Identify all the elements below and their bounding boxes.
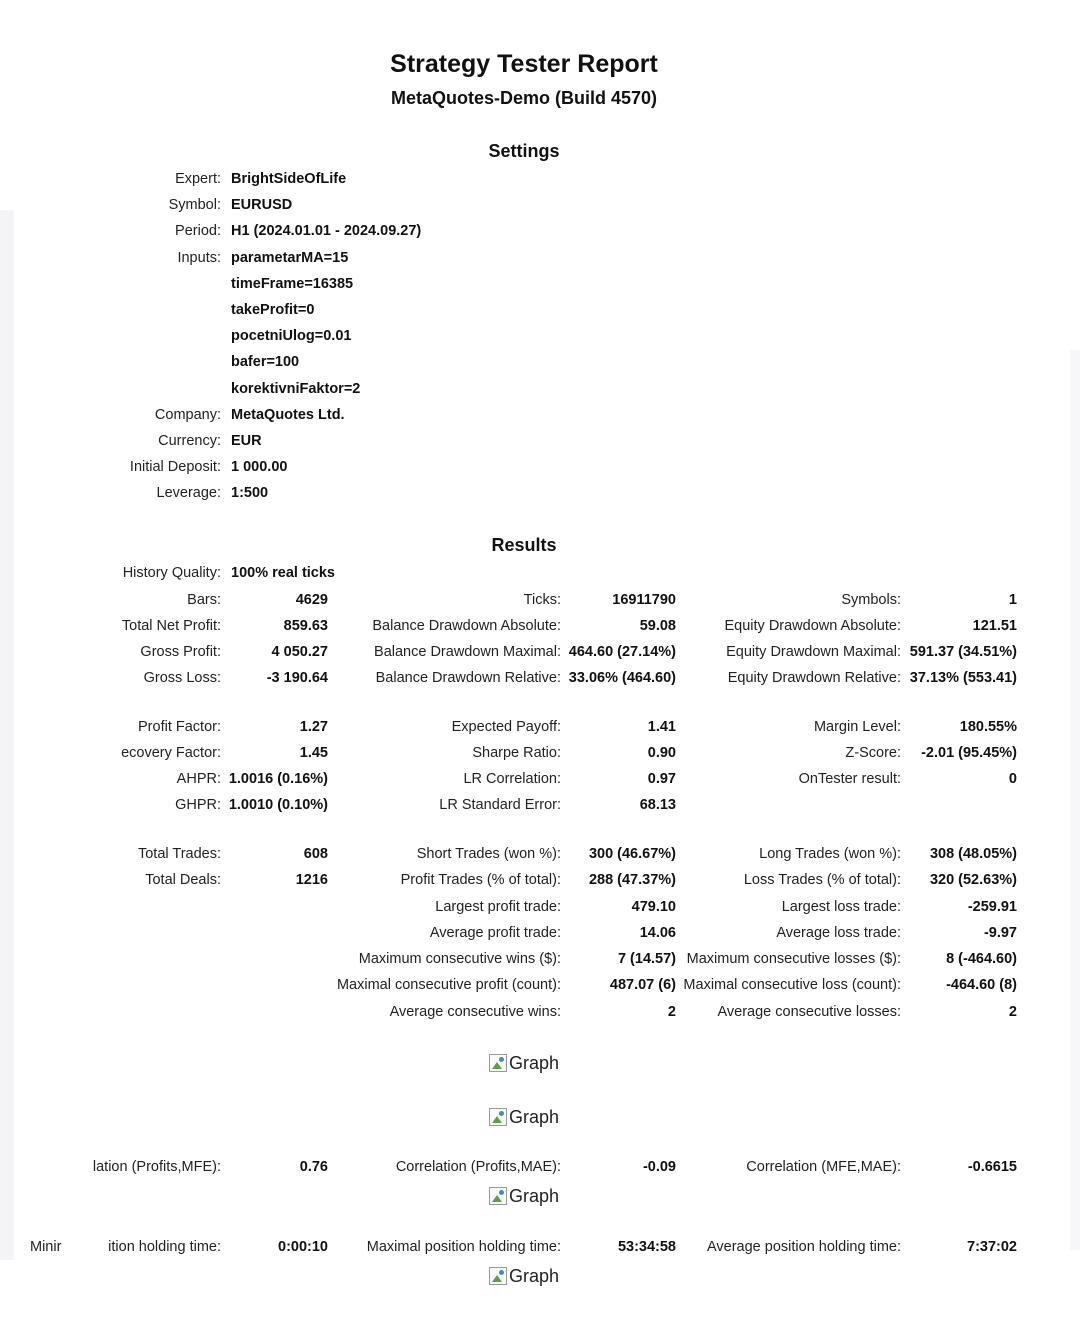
history-quality-label: History Quality:	[122, 565, 221, 581]
graph-alt-text: Graph	[509, 1266, 560, 1286]
settings-value: korektivniFaktor=2	[231, 381, 361, 397]
result-value: 479.10	[631, 899, 676, 915]
result-label: Maximal consecutive profit (count):	[336, 977, 561, 993]
settings-label: Expert:	[175, 171, 221, 187]
settings-label: Period:	[175, 223, 221, 239]
result-label: Maximum consecutive wins ($):	[358, 951, 561, 967]
graph-image-placeholder	[489, 1106, 559, 1128]
result-label: Gross Loss:	[143, 670, 221, 686]
result-value: 0.76	[299, 1159, 328, 1175]
result-value: 0	[1008, 771, 1017, 787]
report-title: Strategy Tester Report	[390, 50, 658, 78]
result-value: 53:34:58	[617, 1239, 676, 1255]
result-label: Z-Score:	[845, 745, 901, 761]
graph-image-placeholder	[489, 1185, 559, 1207]
result-value: 288 (47.37%)	[588, 872, 676, 888]
result-value: -0.09	[642, 1159, 676, 1175]
result-label: Profit Trades (% of total):	[400, 872, 561, 888]
result-label: Average consecutive losses:	[717, 1004, 901, 1020]
result-label: Bars:	[187, 592, 221, 608]
left-edge-shade	[0, 210, 14, 1260]
result-value: 7 (14.57)	[617, 951, 676, 967]
result-label: Average consecutive wins:	[389, 1004, 561, 1020]
results-heading: Results	[491, 535, 557, 555]
result-label: Loss Trades (% of total):	[743, 872, 901, 888]
result-value: -3 190.64	[266, 670, 328, 686]
result-value: 0.97	[647, 771, 676, 787]
result-value: -2.01 (95.45%)	[921, 745, 1017, 761]
result-label: Maximum consecutive losses ($):	[686, 951, 901, 967]
result-value: 1.45	[299, 745, 328, 761]
result-label: Largest loss trade:	[781, 899, 901, 915]
settings-label: Inputs:	[177, 250, 221, 266]
result-label: Average loss trade:	[776, 925, 901, 941]
broken-image-icon	[489, 1054, 507, 1072]
settings-label: Currency:	[158, 433, 221, 449]
result-value: 121.51	[972, 618, 1017, 634]
history-quality-value: 100% real ticks	[231, 565, 335, 581]
result-label: LR Correlation:	[463, 771, 561, 787]
result-label: Balance Drawdown Relative:	[375, 670, 561, 686]
settings-value: timeFrame=16385	[231, 276, 354, 292]
settings-label: Symbol:	[168, 197, 221, 213]
result-value: 859.63	[283, 618, 328, 634]
result-label: GHPR:	[175, 797, 221, 813]
result-value: 608	[303, 846, 328, 862]
result-label: Balance Drawdown Absolute:	[372, 618, 561, 634]
result-value: 4 050.27	[271, 644, 328, 660]
result-value: 59.08	[639, 618, 676, 634]
result-value: 487.07 (6)	[609, 977, 676, 993]
result-value: 1	[1008, 592, 1017, 608]
result-label: Equity Drawdown Relative:	[727, 670, 901, 686]
result-value: 300 (46.67%)	[588, 846, 676, 862]
graph-image-placeholder	[489, 1052, 559, 1074]
result-label: ition holding time:	[108, 1239, 221, 1255]
settings-value: takeProfit=0	[231, 302, 315, 318]
result-value: 308 (48.05%)	[929, 846, 1017, 862]
result-value: 180.55%	[959, 719, 1017, 735]
settings-value: 1:500	[231, 485, 269, 501]
result-value: 33.06% (464.60)	[568, 670, 676, 686]
broken-image-icon	[489, 1267, 507, 1285]
result-value: 1.0010 (0.10%)	[228, 797, 328, 813]
result-label: ecovery Factor:	[121, 745, 221, 761]
result-label: lation (Profits,MFE):	[92, 1159, 221, 1175]
result-label: Largest profit trade:	[435, 899, 561, 915]
result-value: 68.13	[639, 797, 676, 813]
settings-value: BrightSideOfLife	[231, 171, 347, 187]
result-value: 1.41	[647, 719, 676, 735]
result-label: Correlation (MFE,MAE):	[746, 1159, 901, 1175]
result-value: 2	[667, 1004, 676, 1020]
settings-label: Initial Deposit:	[129, 459, 221, 475]
result-label: Margin Level:	[813, 719, 901, 735]
settings-label: Leverage:	[156, 485, 221, 501]
broken-image-icon	[489, 1187, 507, 1205]
settings-value: parametarMA=15	[231, 250, 349, 266]
result-label: Balance Drawdown Maximal:	[374, 644, 561, 660]
settings-label: Company:	[154, 407, 221, 423]
result-value: 14.06	[639, 925, 676, 941]
right-edge-shade	[1070, 350, 1080, 1250]
result-label: Average position holding time:	[707, 1239, 901, 1255]
result-label: Total Net Profit:	[121, 618, 221, 634]
result-value: 0:00:10	[278, 1239, 328, 1255]
result-label: LR Standard Error:	[439, 797, 561, 813]
result-label: Correlation (Profits,MAE):	[395, 1159, 561, 1175]
settings-heading: Settings	[488, 141, 560, 161]
settings-value: bafer=100	[231, 354, 300, 370]
result-value: 16911790	[612, 592, 676, 608]
result-value: 1.27	[299, 719, 328, 735]
result-value: 1.0016 (0.16%)	[228, 771, 328, 787]
result-value: 591.37 (34.51%)	[909, 644, 1017, 660]
result-value: 320 (52.63%)	[929, 872, 1017, 888]
report-subtitle: MetaQuotes-Demo (Build 4570)	[390, 88, 658, 108]
partial-row-label: Minir	[30, 1239, 62, 1255]
result-label: AHPR:	[176, 771, 221, 787]
result-label: Profit Factor:	[138, 719, 221, 735]
result-label: Ticks:	[523, 592, 561, 608]
result-label: Maximal consecutive loss (count):	[683, 977, 901, 993]
result-label: Long Trades (won %):	[759, 846, 901, 862]
broken-image-icon	[489, 1108, 507, 1126]
result-value: -464.60 (8)	[946, 977, 1017, 993]
result-label: Equity Drawdown Maximal:	[726, 644, 901, 660]
result-value: 1216	[295, 872, 328, 888]
result-value: 2	[1008, 1004, 1017, 1020]
graph-image-placeholder	[489, 1265, 559, 1287]
graph-alt-text: Graph	[509, 1186, 560, 1206]
result-label: Total Deals:	[145, 872, 221, 888]
settings-value: 1 000.00	[231, 459, 288, 475]
settings-value: H1 (2024.01.01 - 2024.09.27)	[231, 223, 422, 239]
result-value: 7:37:02	[967, 1239, 1017, 1255]
result-label: Expected Payoff:	[451, 719, 561, 735]
result-value: -259.91	[967, 899, 1017, 915]
settings-value: pocetniUlog=0.01	[231, 328, 352, 344]
settings-value: EURUSD	[231, 197, 293, 213]
settings-value: MetaQuotes Ltd.	[231, 407, 345, 423]
result-label: Total Trades:	[137, 846, 221, 862]
graph-alt-text: Graph	[509, 1053, 560, 1073]
result-label: Maximal position holding time:	[366, 1239, 561, 1255]
result-value: 0.90	[647, 745, 676, 761]
result-label: Average profit trade:	[429, 925, 561, 941]
result-value: -9.97	[983, 925, 1017, 941]
result-label: Sharpe Ratio:	[472, 745, 561, 761]
result-label: OnTester result:	[798, 771, 901, 787]
result-value: 4629	[295, 592, 328, 608]
graph-alt-text: Graph	[509, 1107, 560, 1127]
result-label: Symbols:	[841, 592, 901, 608]
settings-value: EUR	[231, 433, 262, 449]
result-value: -0.6615	[967, 1159, 1017, 1175]
result-label: Equity Drawdown Absolute:	[724, 618, 901, 634]
result-label: Gross Profit:	[140, 644, 221, 660]
result-label: Short Trades (won %):	[416, 846, 561, 862]
result-value: 8 (-464.60)	[946, 951, 1017, 967]
result-value: 37.13% (553.41)	[909, 670, 1017, 686]
result-value: 464.60 (27.14%)	[568, 644, 676, 660]
